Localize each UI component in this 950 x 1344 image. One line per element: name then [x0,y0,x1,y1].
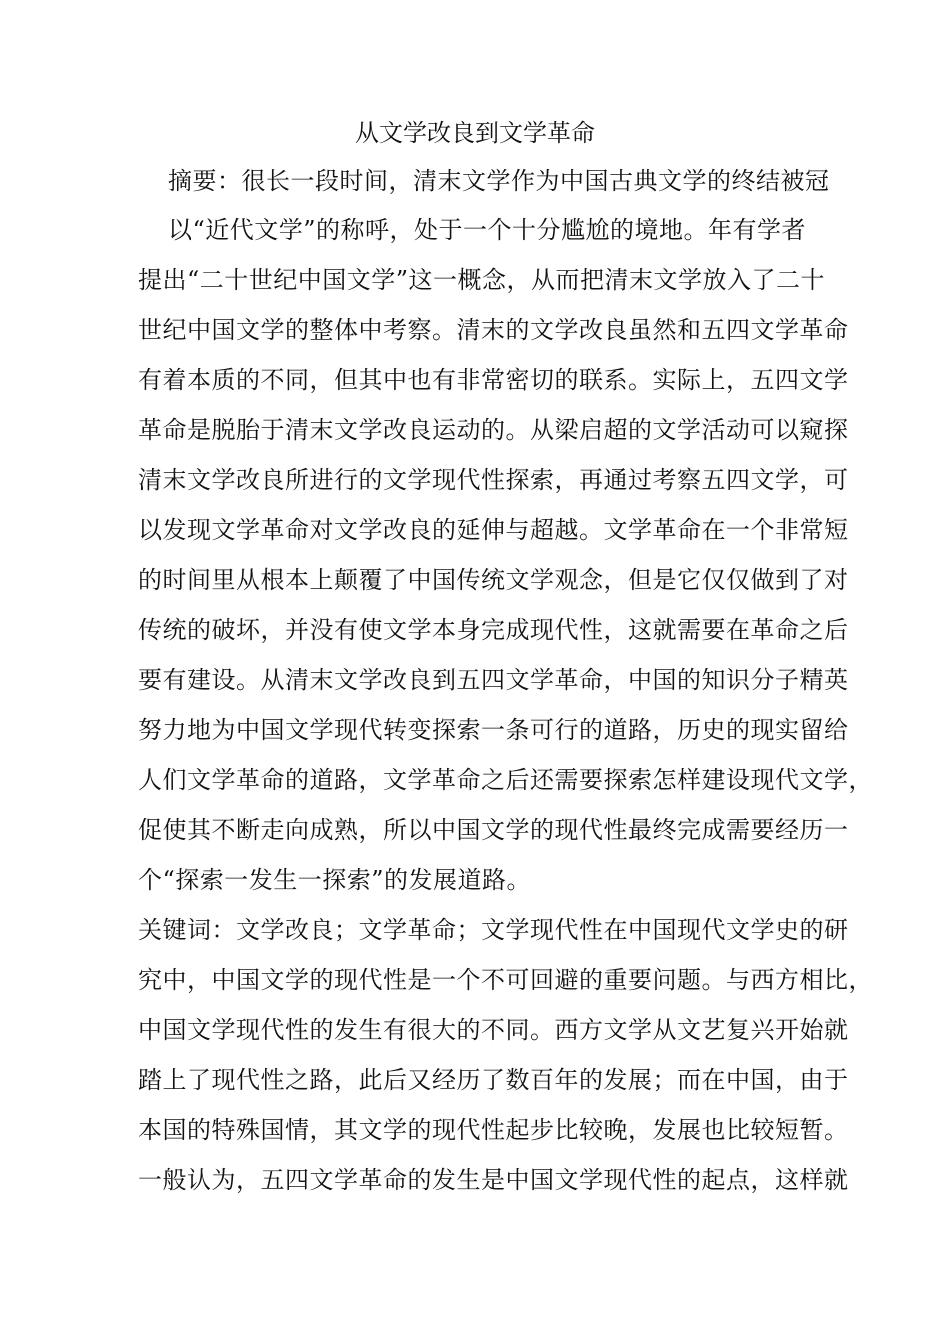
body-line: 中国文学现代性的发生有很大的不同。西方文学从文艺复兴开始就 [138,1016,849,1044]
abstract-line: 以发现文学革命对文学改良的延伸与超越。文学革命在一个非常短 [138,516,849,544]
abstract-line: 摘要：很长一段时间，清末文学作为中国古典文学的终结被冠 [168,167,830,195]
body-line: 一般认为，五四文学革命的发生是中国文学现代性的起点，这样就 [138,1166,849,1194]
abstract-line: 清末文学改良所进行的文学现代性探索，再通过考察五四文学，可 [138,466,849,494]
document-title: 从文学改良到文学革命 [355,119,595,147]
abstract-line: 提出“二十世纪中国文学”这一概念，从而把清末文学放入了二十 [138,266,826,294]
body-line: 踏上了现代性之路，此后又经历了数百年的发展；而在中国，由于 [138,1066,849,1094]
abstract-line: 传统的破坏，并没有使文学本身完成现代性，这就需要在革命之后 [138,616,849,644]
keywords-line: 关键词：文学改良；文学革命；文学现代性在中国现代文学史的研 [138,916,849,944]
abstract-line: 努力地为中国文学现代转变探索一条可行的道路，历史的现实留给 [138,716,849,744]
abstract-line: 以“近代文学”的称呼，处于一个十分尴尬的境地。年有学者 [168,216,807,244]
abstract-line: 个“探索一发生一探索”的发展道路。 [138,866,532,894]
abstract-line: 有着本质的不同，但其中也有非常密切的联系。实际上，五四文学 [138,366,849,394]
abstract-line: 世纪中国文学的整体中考察。清末的文学改良虽然和五四文学革命 [138,316,849,344]
abstract-line: 要有建设。从清末文学改良到五四文学革命，中国的知识分子精英 [138,666,849,694]
abstract-line: 革命是脱胎于清末文学改良运动的。从梁启超的文学活动可以窥探 [138,416,849,444]
abstract-line: 促使其不断走向成熟，所以中国文学的现代性最终完成需要经历一 [138,816,849,844]
body-line: 究中，中国文学的现代性是一个不可回避的重要问题。与西方相比， [138,966,873,994]
abstract-line: 的时间里从根本上颠覆了中国传统文学观念，但是它仅仅做到了对 [138,566,849,594]
body-line: 本国的特殊国情，其文学的现代性起步比较晚，发展也比较短暂。 [138,1116,849,1144]
abstract-line: 人们文学革命的道路，文学革命之后还需要探索怎样建设现代文学， [138,766,873,794]
